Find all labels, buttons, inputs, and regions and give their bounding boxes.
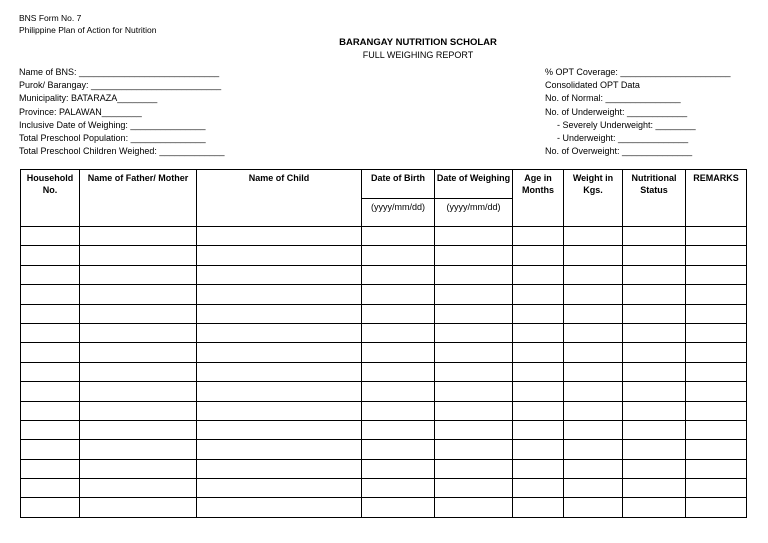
col-date-of-weighing: Date of Weighing xyxy=(435,170,513,199)
status-cell[interactable] xyxy=(623,265,686,284)
table-row xyxy=(21,265,747,284)
table-body xyxy=(21,227,747,518)
child-name-cell[interactable] xyxy=(197,246,362,265)
status-cell[interactable] xyxy=(623,246,686,265)
dow-cell[interactable] xyxy=(435,362,513,381)
child-name-cell[interactable] xyxy=(197,401,362,420)
dob-cell[interactable] xyxy=(362,285,435,304)
col-age-months: Age in Months xyxy=(513,170,564,227)
remarks-cell[interactable] xyxy=(686,343,747,362)
remarks-cell[interactable] xyxy=(686,323,747,342)
child-name-cell[interactable] xyxy=(197,227,362,246)
col-weight-kgs: Weight in Kgs. xyxy=(564,170,623,227)
col-nutritional-status: Nutritional Status xyxy=(623,170,686,227)
table-row xyxy=(21,323,747,342)
remarks-cell[interactable] xyxy=(686,382,747,401)
status-cell[interactable] xyxy=(623,420,686,439)
household-cell[interactable] xyxy=(21,401,80,420)
father-mother-cell[interactable] xyxy=(80,420,197,439)
child-name-cell[interactable] xyxy=(197,323,362,342)
weight-cell[interactable] xyxy=(564,285,623,304)
form-subtitle: FULL WEIGHING REPORT xyxy=(362,50,474,60)
weight-cell[interactable] xyxy=(564,343,623,362)
remarks-cell[interactable] xyxy=(686,498,747,517)
weight-cell[interactable] xyxy=(564,265,623,284)
father-mother-cell[interactable] xyxy=(80,227,197,246)
field-opt-coverage[interactable]: % OPT Coverage: ______________________ xyxy=(545,67,731,77)
household-cell[interactable] xyxy=(21,323,80,342)
status-cell[interactable] xyxy=(623,304,686,323)
weight-cell[interactable] xyxy=(564,479,623,498)
age-cell[interactable] xyxy=(513,440,564,459)
field-underweight-total[interactable]: No. of Underweight: ____________ xyxy=(545,106,688,117)
dob-cell[interactable] xyxy=(362,362,435,381)
remarks-cell[interactable] xyxy=(686,285,747,304)
father-mother-cell[interactable] xyxy=(80,401,197,420)
table-row xyxy=(21,382,747,401)
child-name-cell[interactable] xyxy=(197,498,362,517)
dob-cell[interactable] xyxy=(362,459,435,478)
child-name-cell[interactable] xyxy=(197,382,362,401)
remarks-cell[interactable] xyxy=(686,440,747,459)
table-row xyxy=(21,440,747,459)
father-mother-cell[interactable] xyxy=(80,343,197,362)
child-name-cell[interactable] xyxy=(197,420,362,439)
dob-cell[interactable] xyxy=(362,265,435,284)
table-row xyxy=(21,227,747,246)
field-municipality[interactable]: Municipality: BATARAZA________ xyxy=(19,93,158,104)
field-normal[interactable]: No. of Normal: _______________ xyxy=(545,93,681,104)
remarks-cell[interactable] xyxy=(686,459,747,478)
remarks-cell[interactable] xyxy=(686,246,747,265)
table-row xyxy=(21,401,747,420)
child-name-cell[interactable] xyxy=(197,343,362,362)
dob-cell[interactable] xyxy=(362,479,435,498)
col-household-no: Household No. xyxy=(21,170,80,227)
father-mother-cell[interactable] xyxy=(80,323,197,342)
household-cell[interactable] xyxy=(21,227,80,246)
household-cell[interactable] xyxy=(21,343,80,362)
household-cell[interactable] xyxy=(21,479,80,498)
col-child-name: Name of Child xyxy=(197,170,362,227)
age-cell[interactable] xyxy=(513,227,564,246)
table-row xyxy=(21,420,747,439)
program-name: Philippine Plan of Action for Nutrition xyxy=(19,25,157,35)
status-cell[interactable] xyxy=(623,362,686,381)
form-number: BNS Form No. 7 xyxy=(19,13,82,23)
age-cell[interactable] xyxy=(513,343,564,362)
weight-cell[interactable] xyxy=(564,362,623,381)
status-cell[interactable] xyxy=(623,479,686,498)
dob-format: (yyyy/mm/dd) xyxy=(362,199,435,227)
remarks-cell[interactable] xyxy=(686,401,747,420)
age-cell[interactable] xyxy=(513,498,564,517)
dob-cell[interactable] xyxy=(362,227,435,246)
child-name-cell[interactable] xyxy=(197,362,362,381)
dow-cell[interactable] xyxy=(435,227,513,246)
age-cell[interactable] xyxy=(513,246,564,265)
child-name-cell[interactable] xyxy=(197,479,362,498)
dob-cell[interactable] xyxy=(362,304,435,323)
household-cell[interactable] xyxy=(21,420,80,439)
household-cell[interactable] xyxy=(21,459,80,478)
dob-cell[interactable] xyxy=(362,382,435,401)
weight-cell[interactable] xyxy=(564,459,623,478)
dob-cell[interactable] xyxy=(362,401,435,420)
field-name-of-bns[interactable]: Name of BNS: ____________________________ xyxy=(19,67,220,77)
remarks-cell[interactable] xyxy=(686,227,747,246)
dow-format: (yyyy/mm/dd) xyxy=(435,199,513,227)
household-cell[interactable] xyxy=(21,304,80,323)
father-mother-cell[interactable] xyxy=(80,479,197,498)
household-cell[interactable] xyxy=(21,440,80,459)
dow-cell[interactable] xyxy=(435,459,513,478)
weight-cell[interactable] xyxy=(564,323,623,342)
status-cell[interactable] xyxy=(623,459,686,478)
weight-cell[interactable] xyxy=(564,227,623,246)
household-cell[interactable] xyxy=(21,382,80,401)
remarks-cell[interactable] xyxy=(686,420,747,439)
dow-cell[interactable] xyxy=(435,246,513,265)
status-cell[interactable] xyxy=(623,498,686,517)
household-cell[interactable] xyxy=(21,265,80,284)
dob-cell[interactable] xyxy=(362,323,435,342)
child-name-cell[interactable] xyxy=(197,265,362,284)
status-cell[interactable] xyxy=(623,401,686,420)
dow-cell[interactable] xyxy=(435,285,513,304)
child-name-cell[interactable] xyxy=(197,304,362,323)
field-severely-underweight[interactable]: - Severely Underweight: ________ xyxy=(557,119,696,130)
household-cell[interactable] xyxy=(21,246,80,265)
field-province[interactable]: Province: PALAWAN________ xyxy=(19,106,142,117)
child-name-cell[interactable] xyxy=(197,285,362,304)
father-mother-cell[interactable] xyxy=(80,265,197,284)
field-underweight[interactable]: - Underweight: ______________ xyxy=(557,133,689,144)
child-name-cell[interactable] xyxy=(197,440,362,459)
weight-cell[interactable] xyxy=(564,304,623,323)
age-cell[interactable] xyxy=(513,479,564,498)
dob-cell[interactable] xyxy=(362,343,435,362)
dow-cell[interactable] xyxy=(435,479,513,498)
table-row xyxy=(21,343,747,362)
dow-cell[interactable] xyxy=(435,343,513,362)
age-cell[interactable] xyxy=(513,420,564,439)
dow-cell[interactable] xyxy=(435,440,513,459)
table-row xyxy=(21,285,747,304)
right-fields xyxy=(545,66,730,158)
household-cell[interactable] xyxy=(21,362,80,381)
age-cell[interactable] xyxy=(513,265,564,284)
status-cell[interactable] xyxy=(623,343,686,362)
dow-cell[interactable] xyxy=(435,420,513,439)
dow-cell[interactable] xyxy=(435,498,513,517)
field-overweight[interactable]: No. of Overweight: ______________ xyxy=(545,146,693,157)
remarks-cell[interactable] xyxy=(686,479,747,498)
weight-cell[interactable] xyxy=(564,246,623,265)
table-row xyxy=(21,362,747,381)
father-mother-cell[interactable] xyxy=(80,382,197,401)
age-cell[interactable] xyxy=(513,323,564,342)
age-cell[interactable] xyxy=(513,401,564,420)
household-cell[interactable] xyxy=(21,498,80,517)
remarks-cell[interactable] xyxy=(686,265,747,284)
left-fields xyxy=(19,66,224,158)
age-cell[interactable] xyxy=(513,459,564,478)
weighing-table xyxy=(20,169,747,518)
weight-cell[interactable] xyxy=(564,420,623,439)
father-mother-cell[interactable] xyxy=(80,440,197,459)
father-mother-cell[interactable] xyxy=(80,362,197,381)
dob-cell[interactable] xyxy=(362,246,435,265)
age-cell[interactable] xyxy=(513,285,564,304)
col-remarks: REMARKS xyxy=(686,170,747,227)
table-row xyxy=(21,498,747,517)
age-cell[interactable] xyxy=(513,362,564,381)
dow-cell[interactable] xyxy=(435,304,513,323)
consolidated-opt-label: Consolidated OPT Data xyxy=(545,80,640,91)
dow-cell[interactable] xyxy=(435,382,513,401)
dob-cell[interactable] xyxy=(362,498,435,517)
father-mother-cell[interactable] xyxy=(80,498,197,517)
father-mother-cell[interactable] xyxy=(80,459,197,478)
remarks-cell[interactable] xyxy=(686,362,747,381)
father-mother-cell[interactable] xyxy=(80,246,197,265)
field-total-population[interactable]: Total Preschool Population: _______________ xyxy=(19,133,206,144)
header-row xyxy=(21,170,747,199)
age-cell[interactable] xyxy=(513,382,564,401)
table-row xyxy=(21,246,747,265)
field-total-weighed[interactable]: Total Preschool Children Weighed: _____________ xyxy=(19,146,225,157)
table-row xyxy=(21,479,747,498)
status-cell[interactable] xyxy=(623,227,686,246)
field-inclusive-date[interactable]: Inclusive Date of Weighing: _______________ xyxy=(19,119,206,130)
weight-cell[interactable] xyxy=(564,498,623,517)
field-purok-barangay[interactable]: Purok/ Barangay: __________________________ xyxy=(19,80,222,91)
status-cell[interactable] xyxy=(623,323,686,342)
father-mother-cell[interactable] xyxy=(80,304,197,323)
status-cell[interactable] xyxy=(623,382,686,401)
dob-cell[interactable] xyxy=(362,440,435,459)
status-cell[interactable] xyxy=(623,440,686,459)
form-title: BARANGAY NUTRITION SCHOLAR xyxy=(339,37,497,48)
weight-cell[interactable] xyxy=(564,382,623,401)
weight-cell[interactable] xyxy=(564,401,623,420)
weight-cell[interactable] xyxy=(564,440,623,459)
father-mother-cell[interactable] xyxy=(80,285,197,304)
dow-cell[interactable] xyxy=(435,265,513,284)
remarks-cell[interactable] xyxy=(686,304,747,323)
dow-cell[interactable] xyxy=(435,401,513,420)
col-father-mother: Name of Father/ Mother xyxy=(80,170,197,227)
col-date-of-birth: Date of Birth xyxy=(362,170,435,199)
dow-cell[interactable] xyxy=(435,323,513,342)
age-cell[interactable] xyxy=(513,304,564,323)
dob-cell[interactable] xyxy=(362,420,435,439)
household-cell[interactable] xyxy=(21,285,80,304)
child-name-cell[interactable] xyxy=(197,459,362,478)
table-row xyxy=(21,304,747,323)
status-cell[interactable] xyxy=(623,285,686,304)
table-row xyxy=(21,459,747,478)
